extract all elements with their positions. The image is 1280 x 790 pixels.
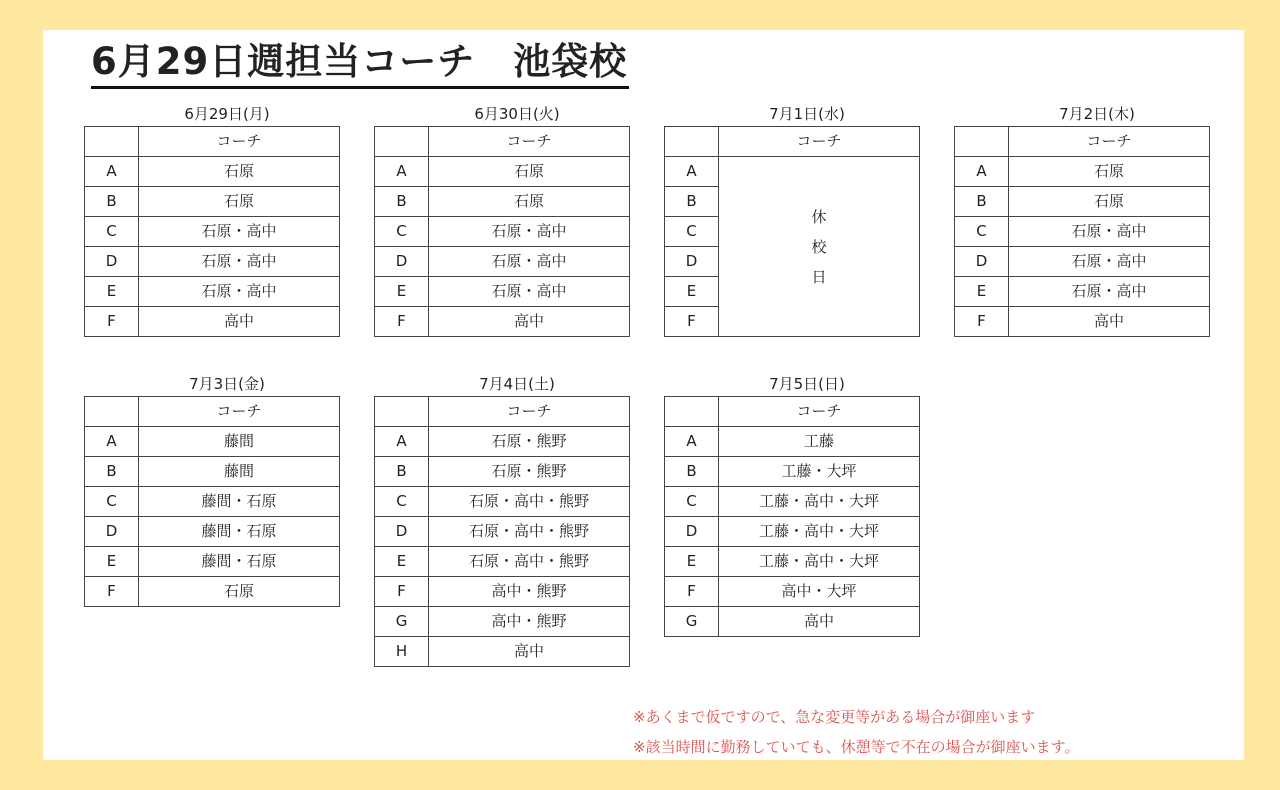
coach-header: コーチ bbox=[719, 397, 920, 427]
coach-cell: 石原・高中 bbox=[429, 247, 630, 277]
table-header-row bbox=[375, 397, 630, 427]
note-absence: ※該当時間に勤務していても、休憩等で不在の場合が御座います。 bbox=[633, 738, 1080, 756]
time-slot: F bbox=[375, 307, 429, 337]
time-slot: B bbox=[375, 187, 429, 217]
note-provisional: ※あくまで仮ですので、急な変更等がある場合が御座います bbox=[633, 708, 1036, 726]
table-row bbox=[375, 217, 630, 247]
coach-cell: 石原・高中 bbox=[139, 247, 340, 277]
time-slot: F bbox=[665, 307, 719, 337]
coach-cell: 工藤 bbox=[719, 427, 920, 457]
table-row bbox=[665, 517, 920, 547]
header-empty-cell bbox=[85, 127, 139, 157]
time-slot: A bbox=[665, 427, 719, 457]
coach-cell: 藤間 bbox=[139, 457, 340, 487]
header-empty-cell bbox=[665, 397, 719, 427]
page-title: 6月29日週担当コーチ 池袋校 bbox=[91, 38, 629, 89]
time-slot: H bbox=[375, 637, 429, 667]
time-slot: A bbox=[85, 427, 139, 457]
table-row bbox=[85, 157, 340, 187]
table-row bbox=[375, 307, 630, 337]
table-row bbox=[375, 487, 630, 517]
time-slot: F bbox=[955, 307, 1009, 337]
coach-cell: 石原・高中 bbox=[139, 277, 340, 307]
coach-cell: 高中 bbox=[1009, 307, 1210, 337]
coach-cell: 石原 bbox=[139, 577, 340, 607]
time-slot: A bbox=[85, 157, 139, 187]
coach-cell: 石原・高中 bbox=[429, 277, 630, 307]
time-slot: C bbox=[85, 217, 139, 247]
time-slot: D bbox=[85, 247, 139, 277]
table-row bbox=[955, 277, 1210, 307]
table-row bbox=[375, 517, 630, 547]
header-empty-cell bbox=[375, 397, 429, 427]
schedule-table bbox=[84, 126, 340, 337]
schedule-sheet bbox=[43, 30, 1244, 760]
coach-header: コーチ bbox=[139, 397, 340, 427]
time-slot: E bbox=[85, 547, 139, 577]
time-slot: G bbox=[375, 607, 429, 637]
time-slot: B bbox=[375, 457, 429, 487]
coach-cell: 高中 bbox=[719, 607, 920, 637]
day-label: 7月5日(日) bbox=[769, 375, 845, 393]
table-header-row bbox=[665, 397, 920, 427]
table-row bbox=[665, 157, 920, 187]
table-header-row bbox=[955, 127, 1210, 157]
table-row bbox=[375, 247, 630, 277]
coach-header: コーチ bbox=[139, 127, 340, 157]
day-schedule bbox=[664, 372, 920, 637]
time-slot: E bbox=[85, 277, 139, 307]
table-row bbox=[665, 457, 920, 487]
time-slot: E bbox=[955, 277, 1009, 307]
coach-cell: 高中 bbox=[429, 637, 630, 667]
table-row bbox=[375, 457, 630, 487]
header-empty-cell bbox=[375, 127, 429, 157]
table-row bbox=[665, 487, 920, 517]
time-slot: D bbox=[375, 517, 429, 547]
day-label: 6月29日(月) bbox=[184, 105, 270, 123]
coach-cell: 工藤・高中・大坪 bbox=[719, 517, 920, 547]
day-schedule bbox=[374, 102, 630, 337]
table-header-row bbox=[85, 397, 340, 427]
table-row bbox=[85, 517, 340, 547]
time-slot: F bbox=[85, 307, 139, 337]
coach-cell: 石原・高中 bbox=[1009, 277, 1210, 307]
table-row bbox=[375, 577, 630, 607]
table-row bbox=[85, 547, 340, 577]
coach-cell: 石原・高中・熊野 bbox=[429, 547, 630, 577]
coach-cell: 石原・熊野 bbox=[429, 427, 630, 457]
table-row bbox=[85, 217, 340, 247]
table-row bbox=[85, 307, 340, 337]
coach-cell: 石原・高中 bbox=[1009, 247, 1210, 277]
table-row bbox=[665, 607, 920, 637]
coach-header: コーチ bbox=[1009, 127, 1210, 157]
coach-header: コーチ bbox=[429, 127, 630, 157]
time-slot: C bbox=[665, 487, 719, 517]
time-slot: D bbox=[955, 247, 1009, 277]
coach-cell: 石原・高中 bbox=[139, 217, 340, 247]
coach-cell: 石原・高中・熊野 bbox=[429, 487, 630, 517]
schedule-table bbox=[954, 126, 1210, 337]
coach-cell: 石原・熊野 bbox=[429, 457, 630, 487]
time-slot: B bbox=[955, 187, 1009, 217]
coach-header: コーチ bbox=[429, 397, 630, 427]
day-schedule bbox=[664, 102, 920, 337]
day-schedule bbox=[954, 102, 1210, 337]
table-row bbox=[85, 577, 340, 607]
table-row bbox=[375, 607, 630, 637]
time-slot: C bbox=[85, 487, 139, 517]
table-row bbox=[665, 427, 920, 457]
table-row bbox=[665, 577, 920, 607]
coach-cell: 石原・高中・熊野 bbox=[429, 517, 630, 547]
time-slot: C bbox=[375, 217, 429, 247]
coach-cell: 石原・高中 bbox=[1009, 217, 1210, 247]
table-row bbox=[375, 187, 630, 217]
time-slot: D bbox=[665, 247, 719, 277]
time-slot: A bbox=[665, 157, 719, 187]
coach-cell: 石原 bbox=[139, 187, 340, 217]
time-slot: B bbox=[665, 187, 719, 217]
closed-day-label: 休校日 bbox=[811, 207, 827, 286]
time-slot: B bbox=[85, 187, 139, 217]
coach-cell: 藤間・石原 bbox=[139, 547, 340, 577]
coach-cell: 石原 bbox=[1009, 157, 1210, 187]
time-slot: D bbox=[665, 517, 719, 547]
time-slot: E bbox=[375, 277, 429, 307]
time-slot: G bbox=[665, 607, 719, 637]
table-row bbox=[375, 637, 630, 667]
coach-cell: 石原 bbox=[429, 157, 630, 187]
table-row bbox=[85, 427, 340, 457]
coach-cell: 高中・熊野 bbox=[429, 577, 630, 607]
time-slot: F bbox=[375, 577, 429, 607]
schedule-table bbox=[374, 126, 630, 337]
coach-cell: 工藤・大坪 bbox=[719, 457, 920, 487]
coach-cell: 石原 bbox=[429, 187, 630, 217]
time-slot: F bbox=[85, 577, 139, 607]
table-row bbox=[955, 187, 1210, 217]
coach-header: コーチ bbox=[719, 127, 920, 157]
time-slot: E bbox=[665, 277, 719, 307]
table-row bbox=[85, 457, 340, 487]
table-row bbox=[375, 547, 630, 577]
time-slot: E bbox=[375, 547, 429, 577]
schedule-table bbox=[664, 126, 920, 337]
day-label: 7月1日(水) bbox=[769, 105, 845, 123]
table-row bbox=[955, 307, 1210, 337]
coach-cell: 工藤・高中・大坪 bbox=[719, 547, 920, 577]
coach-cell: 石原・高中 bbox=[429, 217, 630, 247]
time-slot: B bbox=[665, 457, 719, 487]
coach-cell: 石原 bbox=[139, 157, 340, 187]
day-label: 7月2日(木) bbox=[1059, 105, 1135, 123]
table-row bbox=[85, 187, 340, 217]
header-empty-cell bbox=[665, 127, 719, 157]
day-label: 7月3日(金) bbox=[189, 375, 265, 393]
coach-cell: 藤間 bbox=[139, 427, 340, 457]
day-schedule bbox=[374, 372, 630, 667]
table-row bbox=[85, 277, 340, 307]
time-slot: C bbox=[665, 217, 719, 247]
schedule-table bbox=[84, 396, 340, 607]
schedule-table bbox=[374, 396, 630, 667]
time-slot: A bbox=[955, 157, 1009, 187]
schedule-table bbox=[664, 396, 920, 637]
day-label: 6月30日(火) bbox=[474, 105, 560, 123]
time-slot: C bbox=[955, 217, 1009, 247]
table-header-row bbox=[375, 127, 630, 157]
coach-cell: 藤間・石原 bbox=[139, 487, 340, 517]
coach-cell: 高中 bbox=[429, 307, 630, 337]
table-row bbox=[665, 547, 920, 577]
time-slot: D bbox=[85, 517, 139, 547]
time-slot: C bbox=[375, 487, 429, 517]
table-row bbox=[85, 487, 340, 517]
closed-day-cell bbox=[719, 157, 920, 337]
time-slot: A bbox=[375, 157, 429, 187]
notes bbox=[633, 702, 1079, 762]
table-header-row bbox=[665, 127, 920, 157]
table-row bbox=[375, 427, 630, 457]
coach-cell: 高中・熊野 bbox=[429, 607, 630, 637]
table-row bbox=[955, 157, 1210, 187]
coach-cell: 工藤・高中・大坪 bbox=[719, 487, 920, 517]
day-label: 7月4日(土) bbox=[479, 375, 555, 393]
day-schedule bbox=[84, 102, 340, 337]
table-header-row bbox=[85, 127, 340, 157]
day-schedule bbox=[84, 372, 340, 607]
time-slot: E bbox=[665, 547, 719, 577]
coach-cell: 高中 bbox=[139, 307, 340, 337]
table-row bbox=[955, 247, 1210, 277]
table-row bbox=[955, 217, 1210, 247]
time-slot: D bbox=[375, 247, 429, 277]
coach-cell: 藤間・石原 bbox=[139, 517, 340, 547]
coach-cell: 高中・大坪 bbox=[719, 577, 920, 607]
header-empty-cell bbox=[85, 397, 139, 427]
table-row bbox=[375, 157, 630, 187]
table-row bbox=[85, 247, 340, 277]
table-row bbox=[375, 277, 630, 307]
time-slot: B bbox=[85, 457, 139, 487]
time-slot: F bbox=[665, 577, 719, 607]
time-slot: A bbox=[375, 427, 429, 457]
header-empty-cell bbox=[955, 127, 1009, 157]
coach-cell: 石原 bbox=[1009, 187, 1210, 217]
